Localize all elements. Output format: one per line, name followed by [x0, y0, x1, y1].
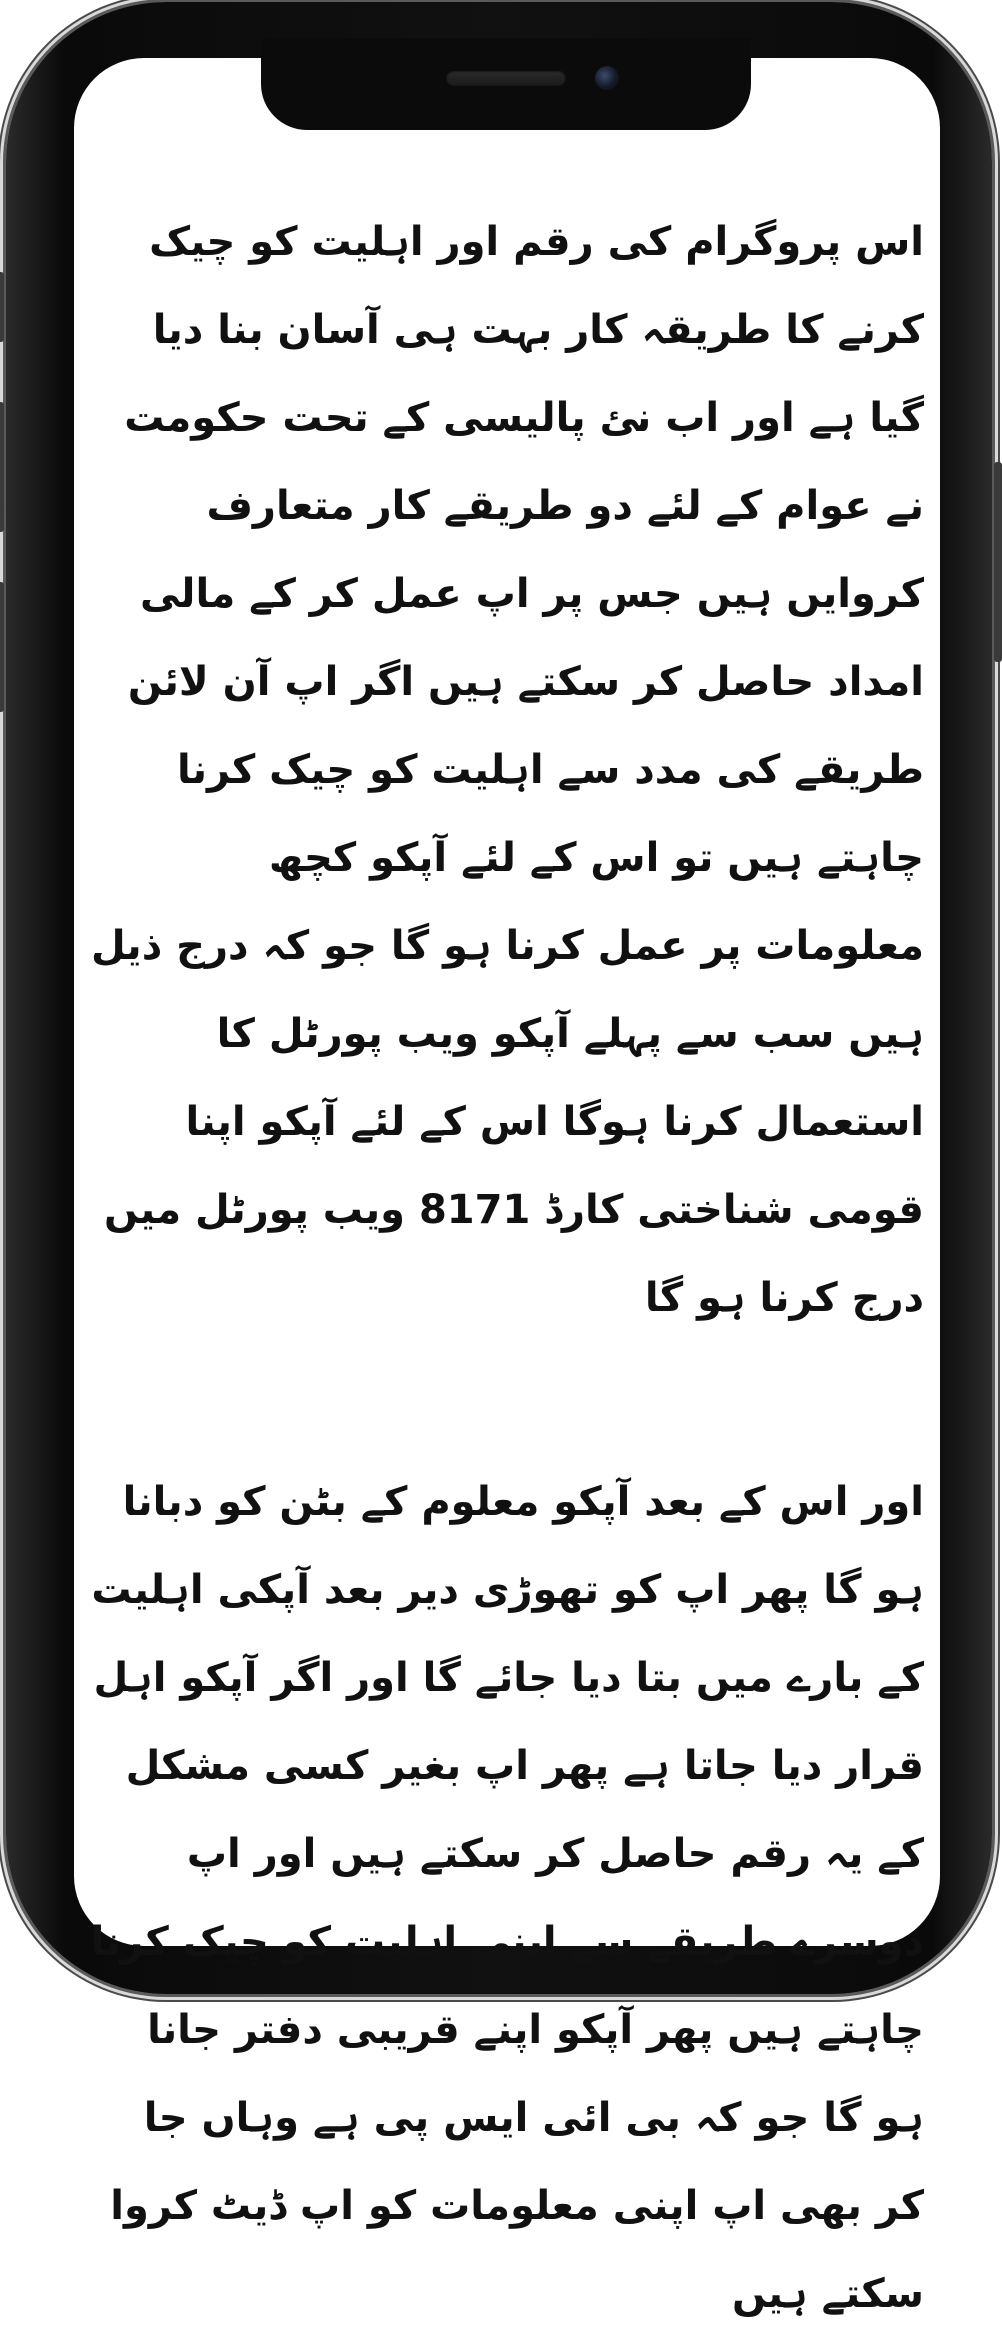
notch [261, 38, 751, 130]
volume-down-button [0, 582, 4, 712]
article-paragraph: اور اس کے بعد آپکو معلوم کے بٹن کو دبانا ہو گا پھر اپ کو تھوڑی دیر بعد آپکی اہلیت کے بارے میں بتا دیا جائے گا اور اگر آپکو اہل قرار دیا جاتا ہے پھر اپ بغیر کسی مشکل کے یہ رقم حاصل کر سکتے ہیں اور اپ دوسرے طریقے سے اپنی اہلیت کو چیک کرنا چاہتے ہیں پھر آپکو اپنے قریبی دفتر جانا ہو گا جو کہ بی ائی ایس پی ہے وہاں جا کر بھی اپ اپنی معلومات کو اپ ڈیٹ کروا سکتے ہیں [90, 1479, 924, 2317]
article-paragraph: اس پروگرام کی رقم اور اہلیت کو چیک کرنے کا طریقہ کار بہت ہی آسان بنا دیا گیا ہے اور اب نئ پالیسی کے تحت حکومت نے عوام کے لئے دو طریقے کار متعارف کروایں ہیں جس پر اپ عمل کر کے مالی امداد حاصل کر سکتے ہیں اگر اپ آن لائن طریقے کی مدد سے اہلیت کو چیک کرنا چاہتے ہیں تو اس کے لئے آپکو کچھ معلومات پر عمل کرنا ہو گا جو کہ درج ذیل ہیں سب سے پہلے آپکو ویب پورٹل کا استعمال کرنا ہوگا اس کے لئے آپکو اپنا قومی شناختی کارڈ 8171 ویب پورٹل میں درج کرنا ہو گا [90, 219, 924, 1321]
phone-frame [6, 2, 992, 2317]
article-content [74, 58, 940, 2317]
speaker-grille-icon [446, 70, 566, 86]
volume-up-button [0, 402, 4, 532]
power-button [994, 462, 1002, 662]
front-camera-icon [595, 66, 619, 90]
mute-switch [0, 272, 4, 342]
phone-screen [74, 58, 940, 2317]
